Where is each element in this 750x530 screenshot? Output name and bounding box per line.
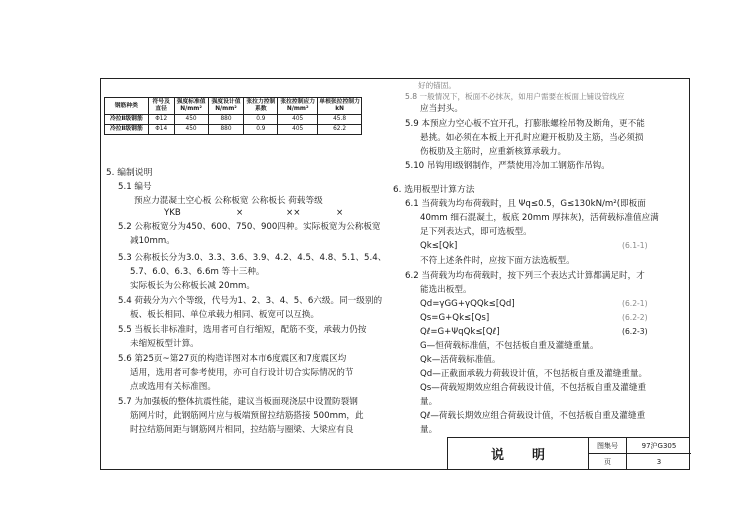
right-line: 应当封头。 bbox=[420, 104, 463, 114]
title-block bbox=[447, 437, 690, 470]
table-row bbox=[105, 115, 362, 125]
formula-number: (6.2-2) bbox=[622, 313, 648, 322]
numbering-code-load: × bbox=[336, 208, 344, 218]
definition-line: 量。 bbox=[420, 425, 438, 435]
section-5-6-line: 点或选用有关标准图。 bbox=[130, 382, 216, 392]
faded-line: 5.8 一般情况下，板面不必抹灰，如用户需要在板面上铺设管线应 bbox=[405, 92, 625, 101]
section-5-5-line: 5.5 当板长非标准时，选用者可自行缩短，配筋不变，承载力仍按 bbox=[118, 325, 367, 335]
section-5-9-line: 悬挑。如必须在本板上开孔时应避开板肋及主筋，当必须损 bbox=[420, 133, 644, 143]
formula-number: (6.2-3) bbox=[622, 327, 648, 336]
atlas-label: 图集号 bbox=[597, 441, 618, 450]
table-header-cell: 张拉力控制系数 bbox=[244, 98, 278, 115]
section-6-title: 6. 选用板型计算方法 bbox=[393, 185, 475, 195]
table-header-row bbox=[105, 98, 362, 115]
section-5-title: 5. 编制说明 bbox=[106, 168, 153, 178]
formula-6-2-1: Qd=γGG+γQQk≤[Qd] bbox=[420, 299, 515, 309]
section-6-1-line: 不符上述条件时，应按下面方法选板型。 bbox=[420, 256, 575, 266]
section-5-10-line: 5.10 吊钩用Ⅰ级钢制作，严禁使用冷加工钢筋作吊钩。 bbox=[405, 161, 610, 171]
formula-6-2-3: Qℓ=G+ΨqQk≤[Qℓ] bbox=[420, 327, 500, 337]
table-cell: 0.9 bbox=[244, 125, 278, 135]
table-cell: 冷拉Ⅱ级钢筋 bbox=[105, 115, 149, 125]
table-cell: 450 bbox=[174, 115, 208, 125]
numbering-code-width: × bbox=[236, 208, 244, 218]
table-cell: 45.8 bbox=[318, 115, 362, 125]
definition-line: G—恒荷载标准值，不包括板自重及灌缝重量。 bbox=[420, 341, 599, 351]
table-header-cell: 符号及直径 bbox=[148, 98, 174, 115]
table-row bbox=[105, 125, 362, 135]
faded-line: 好的锚固。 bbox=[418, 81, 456, 90]
table-cell: 880 bbox=[208, 115, 244, 125]
section-5-7-line: 5.7 为加强板的整体抗震性能，建议当板面现浇层中设置防裂钢 bbox=[118, 397, 358, 407]
table-header-cell: 张拉控制应力 N/mm² bbox=[278, 98, 318, 115]
section-5-1-title: 5.1 编号 bbox=[118, 182, 152, 192]
section-5-9-line: 5.9 本预应力空心板不宜开孔，打膨胀螺栓吊物及断角，更不能 bbox=[405, 119, 645, 129]
definition-line: Qs—荷载短期效应组合荷载设计值，不包括板自重及灌缝重 bbox=[420, 383, 647, 393]
section-5-4-line: 板、板长相同、单位承载力相同、板宽可以互换。 bbox=[130, 310, 320, 320]
definition-line: Qℓ—荷载长期效应组合荷载设计值，不包括板自重及灌缝重 bbox=[420, 411, 646, 421]
section-6-2-line: 能选出板型。 bbox=[420, 285, 472, 295]
section-5-3-line: 5.7、6.0、6.3、6.6m 等十三种。 bbox=[130, 267, 265, 277]
table-cell: 405 bbox=[278, 115, 318, 125]
section-6-1-line: 40mm 细石混凝土，板底 20mm 厚抹灰)，活荷载标准值应满 bbox=[420, 213, 659, 223]
formula-6-2-2: Qs=G+Qk≤[Qs] bbox=[420, 313, 490, 323]
atlas-number: 97沪G305 bbox=[641, 441, 677, 450]
table-cell: 62.2 bbox=[318, 125, 362, 135]
table-cell: Φ12 bbox=[148, 115, 174, 125]
section-5-3-line: 5.3 公称板长分为3.0、3.3、3.6、3.9、4.2、4.5、4.8、5.1、5.4、 bbox=[118, 253, 387, 263]
section-6-1-line: 足下列表达式，即可选板型。 bbox=[420, 227, 532, 237]
definition-line: 量。 bbox=[420, 397, 438, 407]
section-5-5-line: 未缩短板型计算。 bbox=[130, 339, 199, 349]
section-5-7-line: 时拉结筋间距与钢筋网片相同，拉结筋与圈梁、大梁应有良 bbox=[130, 425, 354, 435]
section-6-2-line: 6.2 当荷载为均布荷载时，按下列三个表达式计算都满足时，才 bbox=[405, 271, 645, 281]
table-header-cell: 钢筋种类 bbox=[105, 98, 149, 115]
section-5-6-line: 5.6 第25页~第27页的构造详图对本市6度震区和7度震区均 bbox=[118, 354, 347, 364]
numbering-code-length: ×× bbox=[286, 208, 301, 218]
definition-line: Qd—正截面承载力荷载设计值，不包括板自重及灌缝重量。 bbox=[420, 369, 648, 379]
numbering-labels: 预应力混凝土空心板 公称板宽 公称板长 荷载等级 bbox=[134, 196, 323, 206]
steel-spec-table bbox=[104, 97, 362, 135]
table-header-cell: 强度设计值 N/mm² bbox=[208, 98, 244, 115]
table-cell: 405 bbox=[278, 125, 318, 135]
section-5-2-line: 5.2 公称板宽分为450、600、750、900四种。实际板宽为公称板宽 bbox=[118, 222, 381, 232]
formula-6-1-1: Qk≤[Qk] bbox=[420, 241, 458, 251]
formula-number: (6.2-1) bbox=[622, 299, 648, 308]
section-5-6-line: 适用，选用者可参考使用，亦可自行设计切合实际情况的节 bbox=[130, 368, 354, 378]
page-number: 3 bbox=[656, 457, 662, 466]
title-block-title: 说明 bbox=[448, 438, 589, 469]
table-cell: 冷拉Ⅱ级钢筋 bbox=[105, 125, 149, 135]
table-cell: Φ14 bbox=[148, 125, 174, 135]
section-5-7-line: 筋网片时，此钢筋网片应与板端预留拉结筋搭接 500mm，此 bbox=[130, 411, 364, 421]
section-5-9-line: 伤板肋及主筋时，应重新核算承载力。 bbox=[420, 147, 567, 157]
section-5-2-line: 减10mm。 bbox=[130, 236, 175, 246]
section-5-4-line: 5.4 荷载分为六个等级，代号为1、2、3、4、5、6六级。同一级别的 bbox=[118, 296, 383, 306]
numbering-code-ykb: YKB bbox=[164, 208, 181, 218]
table-cell: 880 bbox=[208, 125, 244, 135]
table-header-cell: 强度标准值 N/mm² bbox=[174, 98, 208, 115]
table-cell: 450 bbox=[174, 125, 208, 135]
section-6-1-line: 6.1 当荷载为均布荷载时，且 Ψq≤0.5，G≤130kN/m²(即板面 bbox=[405, 199, 646, 209]
table-cell: 0.9 bbox=[244, 115, 278, 125]
formula-number: (6.1-1) bbox=[622, 241, 648, 250]
section-5-3-line: 实际板长为公称板长减 20mm。 bbox=[130, 281, 255, 291]
page-label: 页 bbox=[604, 457, 611, 466]
table-header-cell: 单根张拉控制力kN bbox=[318, 98, 362, 115]
definition-line: Qk—活荷载标准值。 bbox=[420, 355, 501, 365]
